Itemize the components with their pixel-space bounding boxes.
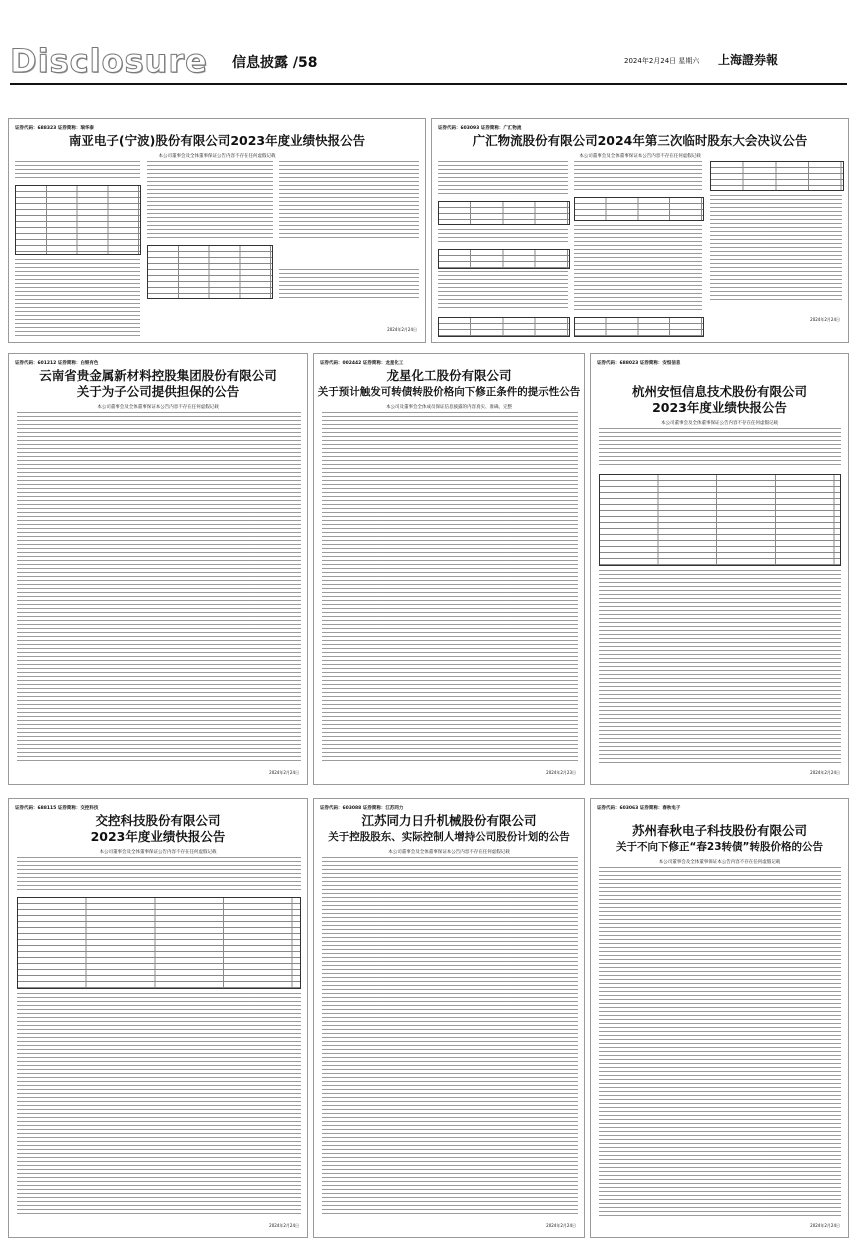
notice-title: 苏州春秋电子科技股份有限公司 [631,823,807,838]
data-table [710,161,844,191]
data-table [599,474,841,566]
data-table [438,317,570,337]
notice-panel [313,798,585,1238]
notice-title-line2: 关于控股股东、实际控制人增持公司股份计划的公告 [328,831,570,843]
notice-title-line2: 2023年度业绩快报公告 [652,400,787,415]
data-table [438,201,570,225]
notice-date: 2024年2月24日 [269,1223,299,1228]
stock-code: 证券代码：688323 证券简称：瑞华泰 [15,126,94,131]
data-table [574,197,704,221]
notice-subtitle: 本公司董事会及全体董事保证公告内容不存在任何虚假记载 [661,421,778,426]
stock-code: 证券代码：688023 证券简称：安恒信息 [597,361,681,366]
stock-code: 证券代码：603088 证券简称：江苏同力 [320,806,404,811]
notice-title-line2: 关于预计触发可转债转股价格向下修正条件的提示性公告 [317,386,581,398]
notice-panel [590,353,849,785]
notice-date: 2024年2月24日 [387,327,417,332]
notice-panel [431,118,849,343]
issue-date: 2024年2月24日 星期六 [624,57,700,65]
stock-code: 证券代码：603063 证券简称：春秋电子 [597,806,681,811]
notice-title-line2: 关于为子公司提供担保的公告 [76,384,240,399]
notice-title: 杭州安恒信息技术股份有限公司 [631,384,807,399]
data-table [574,317,704,337]
stock-code: 证券代码：603093 证券简称：广汇物流 [438,126,522,131]
notice-date: 2024年2月24日 [269,770,299,775]
notice-subtitle: 本公司董事会及全体董事保证本公告内容不存在任何虚假记载 [579,154,701,159]
data-table [438,249,570,269]
notice-title-line2: 关于不向下修正“春23转债”转股价格的公告 [616,841,823,853]
brand-wordmark: Disclosure [10,42,208,80]
notice-date: 2024年2月24日 [810,317,840,322]
data-table [17,897,301,989]
notice-title: 南亚电子(宁波)股份有限公司2023年度业绩快报公告 [68,133,366,148]
notice-title: 江苏同力日升机械股份有限公司 [361,813,537,828]
notice-title: 云南省贵金属新材料控股集团股份有限公司 [39,368,277,383]
stock-code: 证券代码：688115 证券简称：交控科技 [15,806,99,811]
notice-subtitle: 本公司董事会及全体董事保证本公告内容不存在任何虚假记载 [658,860,781,865]
notice-title: 龙星化工股份有限公司 [386,368,512,383]
stock-code: 证券代码：002442 证券简称：龙星化工 [320,361,404,366]
notice-date: 2024年2月24日 [810,770,840,775]
notice-subtitle: 本公司董事会及全体董事保证本公告内容不存在任何虚假记载 [97,405,219,410]
notice-subtitle: 本公司董事会及全体董事保证公告内容不存在任何虚假记载 [158,154,276,159]
stock-code: 证券代码：601212 证券简称：白银有色 [15,361,99,366]
notice-subtitle: 本公司及董事会全体成员保证信息披露的内容真实、准确、完整 [386,405,512,410]
notice-title: 广汇物流股份有限公司2024年第三次临时股东大会决议公告 [472,133,808,148]
notice-panel [8,118,426,343]
data-table [147,245,273,299]
notice-title-line2: 2023年度业绩快报公告 [90,829,226,844]
data-table [15,185,141,255]
newspaper-name: 上海證券報 [718,53,779,67]
notice-panel [8,353,308,785]
notice-panel [313,353,585,785]
notice-date: 2024年2月23日 [546,770,576,775]
notice-date: 2024年2月24日 [546,1223,576,1228]
notice-subtitle: 本公司董事会及全体董事保证本公告内容不存在任何虚假记载 [388,850,510,855]
notice-date: 2024年2月24日 [810,1223,840,1228]
notice-panel [8,798,308,1238]
masthead-rule [10,83,847,85]
masthead [0,0,857,90]
notice-title: 交控科技股份有限公司 [95,813,221,828]
notice-subtitle: 本公司董事会及全体董事保证公告内容不存在任何虚假记载 [99,850,217,855]
notice-panel [590,798,849,1238]
section-title: 信息披露 /58 [232,55,318,71]
